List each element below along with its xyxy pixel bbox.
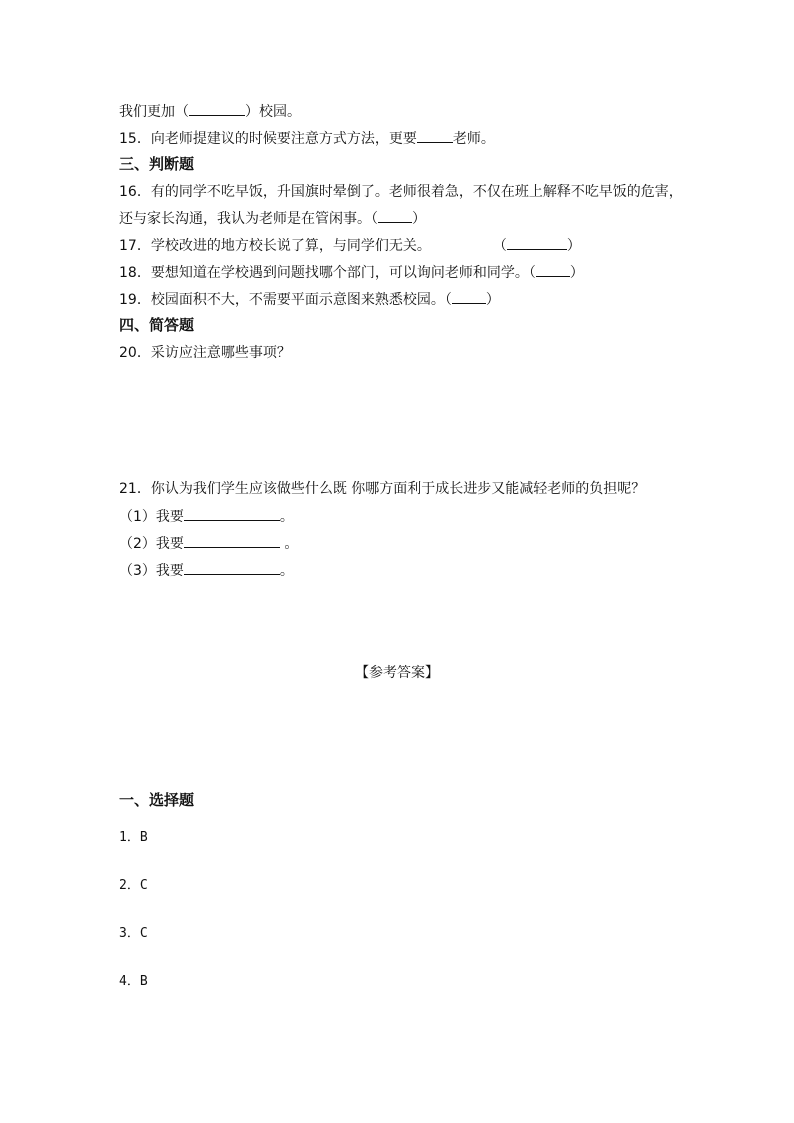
question-17 (119, 235, 581, 256)
answer-blank (189, 101, 245, 116)
question-20: 20．采访应注意哪些事项？ (119, 345, 291, 361)
answer-item: 2．C (119, 878, 148, 893)
answer-blank (452, 289, 486, 304)
answer-key-title: 【参考答案】 (355, 665, 439, 681)
answer-blank (507, 235, 567, 250)
answer-blank (184, 506, 280, 521)
section-heading-judgement: 三、判断题 (119, 155, 195, 173)
q21-item-suffix: 。 (279, 563, 294, 579)
q14-text-before: 我们更加（ (119, 104, 189, 120)
q17-bracket-close: ） (566, 238, 581, 254)
answer-blank (184, 560, 280, 575)
q18-text-after: ） (569, 265, 584, 281)
answer-section-heading: 一、选择题 (119, 791, 195, 809)
q14-text-after: ）校园。 (245, 104, 301, 120)
q16-text-before: 还与家长沟通，我认为老师是在管闲事。（ (119, 211, 378, 227)
answer-blank (536, 262, 570, 277)
q21-item-suffix: 。 (279, 536, 299, 552)
q21-item-prefix: （3）我要 (119, 563, 184, 579)
answer-blank (184, 533, 280, 548)
question-14-tail (119, 101, 301, 122)
q19-text-after: ） (485, 292, 500, 308)
q21-item-prefix: （2）我要 (119, 536, 184, 552)
question-16-line2 (119, 208, 426, 229)
question-16-line1: 16．有的同学不吃早饭，升国旗时晕倒了。老师很着急，不仅在班上解释不吃早饭的危害， (119, 184, 683, 200)
section-heading-short-answer: 四、简答题 (119, 316, 195, 334)
answer-blank (417, 128, 453, 143)
q17-bracket-open: （ (492, 238, 507, 254)
q18-text-before: 18．要想知道在学校遇到问题找哪个部门，可以询问老师和同学。（ (119, 265, 536, 281)
question-15 (119, 128, 495, 149)
answer-item: 3．C (119, 926, 148, 941)
q21-item-3 (119, 560, 294, 581)
q21-item-prefix: （1）我要 (119, 509, 184, 525)
question-19 (119, 289, 500, 310)
question-21-stem: 21．你认为我们学生应该做些什么既 你哪方面利于成长进步又能减轻老师的负担呢？ (119, 481, 646, 497)
question-18 (119, 262, 584, 283)
answer-item: 4．B (119, 974, 148, 989)
q15-text-before: 15．向老师提建议的时候要注意方式方法，更要 (119, 131, 417, 147)
answer-item: 1．B (119, 830, 148, 845)
q19-text-before: 19．校园面积不大，不需要平面示意图来熟悉校园。（ (119, 292, 452, 308)
q21-item-suffix: 。 (279, 509, 294, 525)
q21-item-2 (119, 533, 298, 554)
answer-blank (378, 208, 412, 223)
q17-text: 17．学校改进的地方校长说了算，与同学们无关。 (119, 238, 431, 254)
q15-text-after: 老师。 (452, 131, 495, 147)
q16-text-after: ） (412, 211, 426, 227)
q21-item-1 (119, 506, 294, 527)
